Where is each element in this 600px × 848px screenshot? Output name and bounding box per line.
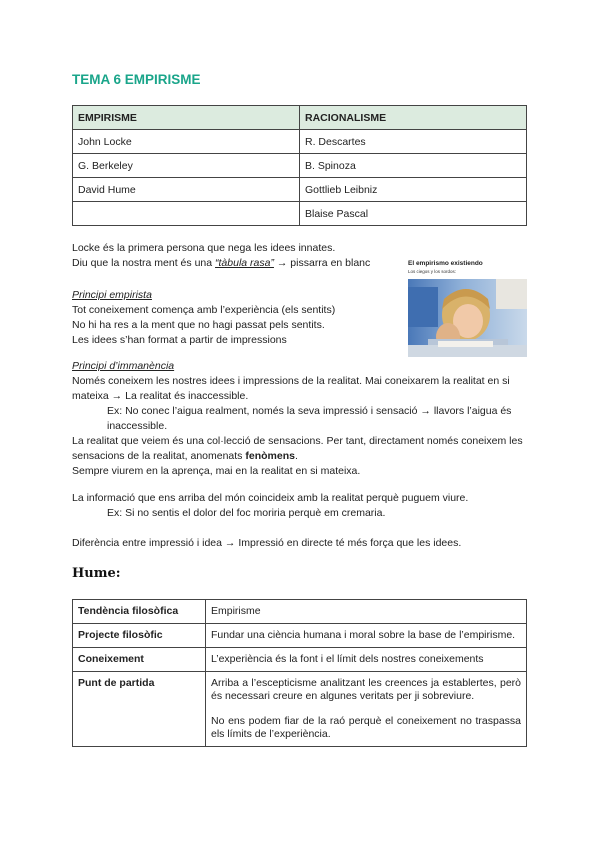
- table-row: [73, 154, 527, 178]
- table-row: [73, 130, 527, 154]
- info-paragraph: La informació que ens arriba del món coincideix amb la realitat perquè puguem viure.: [72, 492, 469, 504]
- table-cell: Blaise Pascal: [300, 202, 527, 226]
- table-cell: David Hume: [73, 178, 300, 202]
- table-header-row: [73, 106, 527, 130]
- immanencia-example: Ex: No conec l’aigua realment, només la seva impressió i sensació → llavors l’aigua és inaccessible.: [107, 405, 512, 432]
- locke-paragraph: [72, 241, 370, 271]
- table-cell: Gottlieb Leibniz: [300, 178, 527, 202]
- immanencia-p2-pre: La realitat que veiem és una col·lecció de sensacions. Per tant, directament només coneixem les sensacions de la realitat, anomenats: [72, 435, 523, 462]
- principi-empirista-section: [72, 288, 335, 348]
- row-value: [206, 672, 527, 747]
- immanencia-p2-post: .: [294, 450, 298, 462]
- row-value-paragraph: No ens podem fiar de la raó perquè el coneixement no traspassa els límits de l’experiència.: [211, 715, 521, 740]
- locke-line-2-pre: Diu que la nostra ment és una: [72, 257, 216, 269]
- immanencia-paragraph-2: [72, 434, 530, 464]
- header-racionalisme: RACIONALISME: [300, 106, 527, 130]
- girl-crying-photo: [408, 279, 527, 357]
- comparison-table: [72, 105, 527, 226]
- table-cell: R. Descartes: [300, 130, 527, 154]
- illustration: [408, 259, 527, 364]
- row-value: L’experiència és la font i el límit dels nostres coneixements: [206, 648, 527, 672]
- locke-line-2-post: → pissarra en blanc: [273, 257, 371, 269]
- principi-immanencia-section: [72, 359, 530, 479]
- table-row: [73, 178, 527, 202]
- row-key: Coneixement: [73, 648, 206, 672]
- hume-heading: Hume:: [72, 566, 121, 581]
- illustration-caption: El empirismo existiendo: [408, 260, 483, 267]
- list-item: Tot coneixement comença amb l’experiència (els sentits): [72, 304, 336, 316]
- principi-empirista-heading: Principi empirista: [72, 289, 152, 301]
- table-cell: John Locke: [73, 130, 300, 154]
- row-key: Punt de partida: [73, 672, 206, 747]
- hume-table: [72, 599, 527, 747]
- table-cell: G. Berkeley: [73, 154, 300, 178]
- table-row: [73, 648, 527, 672]
- illustration-subcaption: Los ciegos y los sordos:: [408, 269, 457, 274]
- row-key: Projecte filosòfic: [73, 624, 206, 648]
- table-row: [73, 672, 527, 747]
- locke-line-2: [72, 256, 370, 271]
- locke-line-1: Locke és la primera persona que nega les idees innates.: [72, 242, 336, 254]
- fenomens-term: fenòmens: [245, 450, 295, 462]
- list-item: Les idees s’han format a partir de impressions: [72, 334, 287, 346]
- diferencia-paragraph: Diferència entre impressió i idea → Impressió en directe té més força que les idees.: [72, 537, 462, 549]
- table-cell: B. Spinoza: [300, 154, 527, 178]
- immanencia-paragraph-1: Només coneixem les nostres idees i impressions de la realitat. Mai coneixarem la realitat en si mateixa → La realitat és inaccessible.: [72, 375, 510, 402]
- info-example: Ex: Si no sentis el dolor del foc moriria perquè em cremaria.: [107, 507, 386, 519]
- table-row: [73, 600, 527, 624]
- row-key: Tendència filosòfica: [73, 600, 206, 624]
- header-empirisme: EMPIRISME: [73, 106, 300, 130]
- table-row: [73, 202, 527, 226]
- list-item: No hi ha res a la ment que no hagi passat pels sentits.: [72, 319, 325, 331]
- principi-immanencia-heading: Principi d’immanència: [72, 360, 175, 372]
- info-section: [72, 491, 530, 521]
- immanencia-paragraph-3: Sempre viurem en la aprença, mai en la realitat en si mateixa.: [72, 465, 361, 477]
- row-value-paragraph: Arriba a l’escepticisme analitzant les creences ja establertes, però és necessari creure en algunes veritats per ji sobreviure.: [211, 677, 521, 702]
- tabula-rasa-term: “tàbula rasa”: [215, 257, 274, 269]
- table-cell: [73, 202, 300, 226]
- page-title: TEMA 6 EMPIRISME: [72, 72, 201, 87]
- table-row: [73, 624, 527, 648]
- row-value: Fundar una ciència humana i moral sobre la base de l’empirisme.: [206, 624, 527, 648]
- row-value: Empirisme: [206, 600, 527, 624]
